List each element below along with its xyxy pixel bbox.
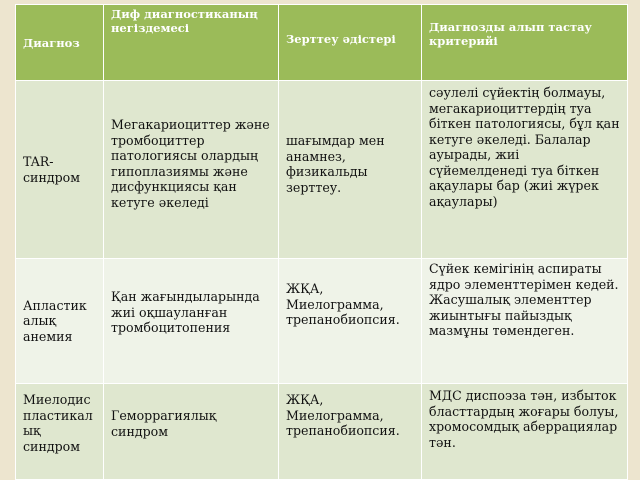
- cell-differential-basis: [104, 384, 279, 480]
- cell-text: сәулелі сүйектің болмауы, мегакариоциттердің туа біткен патологиясы, бұл қан кетуге әкеледі. Балалар ауырады, жиі сүйемелденеді туа біткен ақаулары бар (жиі жүрек ақаулары): [429, 85, 620, 209]
- cell-exclusion-criteria: [422, 259, 628, 384]
- cell-text: ЖҚА, Миелограмма, трепанобиопсия.: [286, 392, 400, 439]
- header-differential-basis: Диф диагностиканың негіздемесі: [104, 5, 279, 81]
- cell-text: Миелодис пластикал ық синдром: [23, 392, 93, 454]
- table-row: [16, 81, 628, 259]
- cell-text: Сүйек кемігінің аспираты ядро элементтерімен кедей. Жасушалық элементтер жиынтығы пайыздық мазмұны төмендеген.: [429, 261, 619, 339]
- cell-research-methods: [279, 259, 422, 384]
- cell-text: Геморрагиялық синдром: [111, 408, 217, 439]
- header-diagnosis: Диагноз: [16, 5, 104, 81]
- cell-text: Мегакариоциттер және тромбоциттер патологиясы олардың гипоплазиямы және дисфункциясы қан кетуге әкеледі: [111, 117, 270, 210]
- header-research-methods: Зерттеу әдістері: [279, 5, 422, 81]
- cell-differential-basis: [104, 81, 279, 259]
- cell-research-methods: [279, 384, 422, 480]
- cell-research-methods: [279, 81, 422, 259]
- table-row: [16, 259, 628, 384]
- cell-text: Апластик алық анемия: [23, 297, 87, 344]
- cell-diagnosis: [16, 81, 104, 259]
- cell-exclusion-criteria: [422, 81, 628, 259]
- cell-text: ЖҚА, Миелограмма, трепанобиопсия.: [286, 281, 400, 328]
- cell-text: шағымдар мен анамнез, физикальды зерттеу.: [286, 133, 385, 195]
- cell-diagnosis: [16, 259, 104, 384]
- cell-text: TAR- синдром: [23, 154, 81, 185]
- cell-differential-basis: [104, 259, 279, 384]
- table-row: [16, 384, 628, 480]
- cell-exclusion-criteria: [422, 384, 628, 480]
- cell-diagnosis: [16, 384, 104, 480]
- header-exclusion-criteria: Диагнозды алып тастау критерийі: [422, 5, 628, 81]
- diagnosis-table: [15, 4, 628, 480]
- cell-text: Қан жағындыларында жиі оқшауланған тромбоцитопения: [111, 289, 260, 336]
- cell-text: МДС диспоэза тән, избыток бласттардың жоғары болуы, хромосомдық аберрациялар тән.: [429, 388, 619, 450]
- table-header-row: [16, 5, 628, 81]
